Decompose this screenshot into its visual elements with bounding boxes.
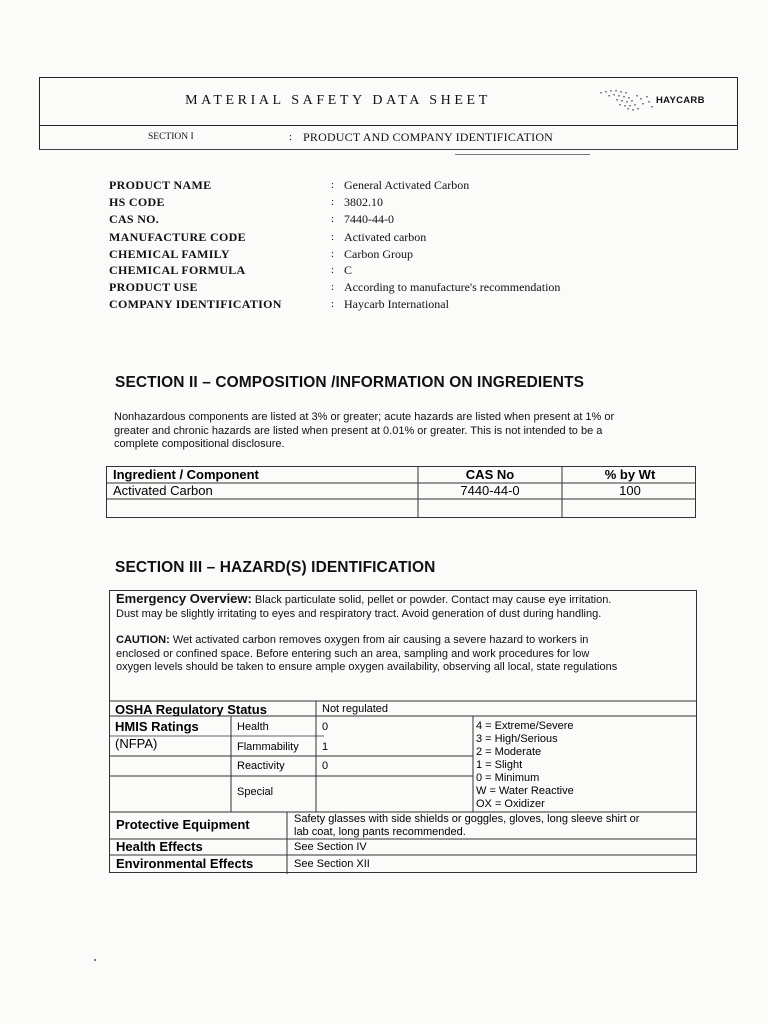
intro-line: complete compositional disclosure. xyxy=(114,438,285,450)
caution-text-3: oxygen levels should be taken to ensure ample oxygen availability, observing all local, state regulations xyxy=(116,661,618,674)
protective-equipment-value-2: lab coat, long pants recommended. xyxy=(294,826,466,838)
legend-item: 3 = High/Serious xyxy=(476,733,558,745)
chemical-family-value: Carbon Group xyxy=(344,247,413,261)
product-use-value: According to manufacture's recommendation xyxy=(344,280,561,294)
rating-reactivity-value: 0 xyxy=(322,760,329,772)
header-divider xyxy=(39,125,738,126)
colon: : xyxy=(331,248,335,260)
caution-text-2: enclosed or confined space. Before entering such an area, sampling and work procedures for low xyxy=(116,647,590,660)
colon: : xyxy=(331,298,335,310)
chemical-formula-value: C xyxy=(344,263,353,277)
legend-item: 0 = Minimum xyxy=(476,772,540,784)
hmis-label: HMIS Ratings xyxy=(115,719,199,734)
emergency-label: Emergency Overview: xyxy=(116,591,252,606)
health-effects-value: See Section IV xyxy=(294,841,367,853)
table-header-cas: CAS No xyxy=(465,467,515,482)
product-use-label: PRODUCT USE xyxy=(109,280,198,294)
table-cell-ingredient: Activated Carbon xyxy=(113,483,213,498)
rating-flammability-label: Flammability xyxy=(237,741,299,753)
osha-label: OSHA Regulatory Status xyxy=(115,702,267,717)
manufacture-code-label: MANUFACTURE CODE xyxy=(109,230,246,244)
regulatory-ratings-table xyxy=(109,700,697,874)
header-bottom-rule xyxy=(39,149,738,150)
company-identification-label: COMPANY IDENTIFICATION xyxy=(109,297,282,311)
scan-speck xyxy=(94,959,96,961)
legend-item: W = Water Reactive xyxy=(476,785,574,797)
legend-item: 1 = Slight xyxy=(476,759,523,771)
emergency-overview xyxy=(116,592,696,621)
legend-item: 4 = Extreme/Severe xyxy=(476,720,574,732)
colon: : xyxy=(331,196,335,208)
protective-equipment-value: Safety glasses with side shields or goggles, gloves, long sleeve shirt or xyxy=(294,813,640,825)
rating-health-value: 0 xyxy=(322,721,329,733)
intro-line: greater and chronic hazards are listed when present at 0.01% or greater. This is not intended to be a xyxy=(114,424,603,437)
company-identification-value: Haycarb International xyxy=(344,297,449,311)
caution-label: CAUTION: xyxy=(116,634,170,646)
section1-label: SECTION I xyxy=(148,132,194,142)
legend-item: OX = Oxidizer xyxy=(476,798,545,810)
table-cell-percent: 100 xyxy=(619,483,641,498)
cas-no-value: 7440-44-0 xyxy=(344,212,394,226)
manufacture-code-value: Activated carbon xyxy=(344,230,427,244)
colon: : xyxy=(331,213,335,225)
caution-block xyxy=(116,634,696,675)
protective-equipment-label: Protective Equipment xyxy=(116,817,250,832)
emergency-text-2: Dust may be slightly irritating to eyes and respiratory tract. Avoid generation of dust during handling. xyxy=(116,607,602,620)
hs-code-label: HS CODE xyxy=(109,195,165,209)
colon: : xyxy=(331,264,335,276)
section1-colon: : xyxy=(289,131,293,143)
title-underline xyxy=(455,154,590,155)
product-name-label: PRODUCT NAME xyxy=(109,178,212,192)
document-title: MATERIAL SAFETY DATA SHEET xyxy=(185,93,491,108)
section2-heading: SECTION II – COMPOSITION /INFORMATION ON INGREDIENTS xyxy=(115,374,585,391)
product-name-value: General Activated Carbon xyxy=(344,178,470,192)
caution-text: Wet activated carbon removes oxygen from air causing a severe hazard to workers in xyxy=(169,634,589,646)
emergency-text: Black particulate solid, pellet or powder. Contact may cause eye irritation. xyxy=(251,594,612,606)
hs-code-value: 3802.10 xyxy=(344,195,383,209)
rating-flammability-value: 1 xyxy=(322,741,329,753)
osha-value: Not regulated xyxy=(322,703,389,715)
chemical-formula-label: CHEMICAL FORMULA xyxy=(109,263,246,277)
rating-health-label: Health xyxy=(237,721,269,733)
colon: : xyxy=(331,179,335,191)
section1-title: PRODUCT AND COMPANY IDENTIFICATION xyxy=(303,130,554,144)
rating-reactivity-label: Reactivity xyxy=(237,760,285,772)
legend-item: 2 = Moderate xyxy=(476,746,542,758)
logo-text: HAYCARB xyxy=(656,95,705,106)
environmental-effects-value: See Section XII xyxy=(294,858,370,870)
table-header-ingredient: Ingredient / Component xyxy=(113,467,259,482)
colon: : xyxy=(331,231,335,243)
nfpa-label: (NFPA) xyxy=(115,736,158,751)
cas-no-label: CAS NO. xyxy=(109,212,160,226)
table-header-percent: % by Wt xyxy=(604,467,656,482)
environmental-effects-label: Environmental Effects xyxy=(116,856,254,871)
rating-special-label: Special xyxy=(237,786,274,798)
section3-heading: SECTION III – HAZARD(S) IDENTIFICATION xyxy=(115,559,436,576)
intro-line: Nonhazardous components are listed at 3% or greater; acute hazards are listed when present at 1% or xyxy=(114,411,615,423)
health-effects-label: Health Effects xyxy=(116,839,203,854)
chemical-family-label: CHEMICAL FAMILY xyxy=(109,247,230,261)
ingredient-table xyxy=(106,466,696,518)
table-cell-cas: 7440-44-0 xyxy=(460,483,520,498)
company-logo xyxy=(596,88,708,114)
colon: : xyxy=(331,281,335,293)
section2-intro xyxy=(114,411,614,452)
